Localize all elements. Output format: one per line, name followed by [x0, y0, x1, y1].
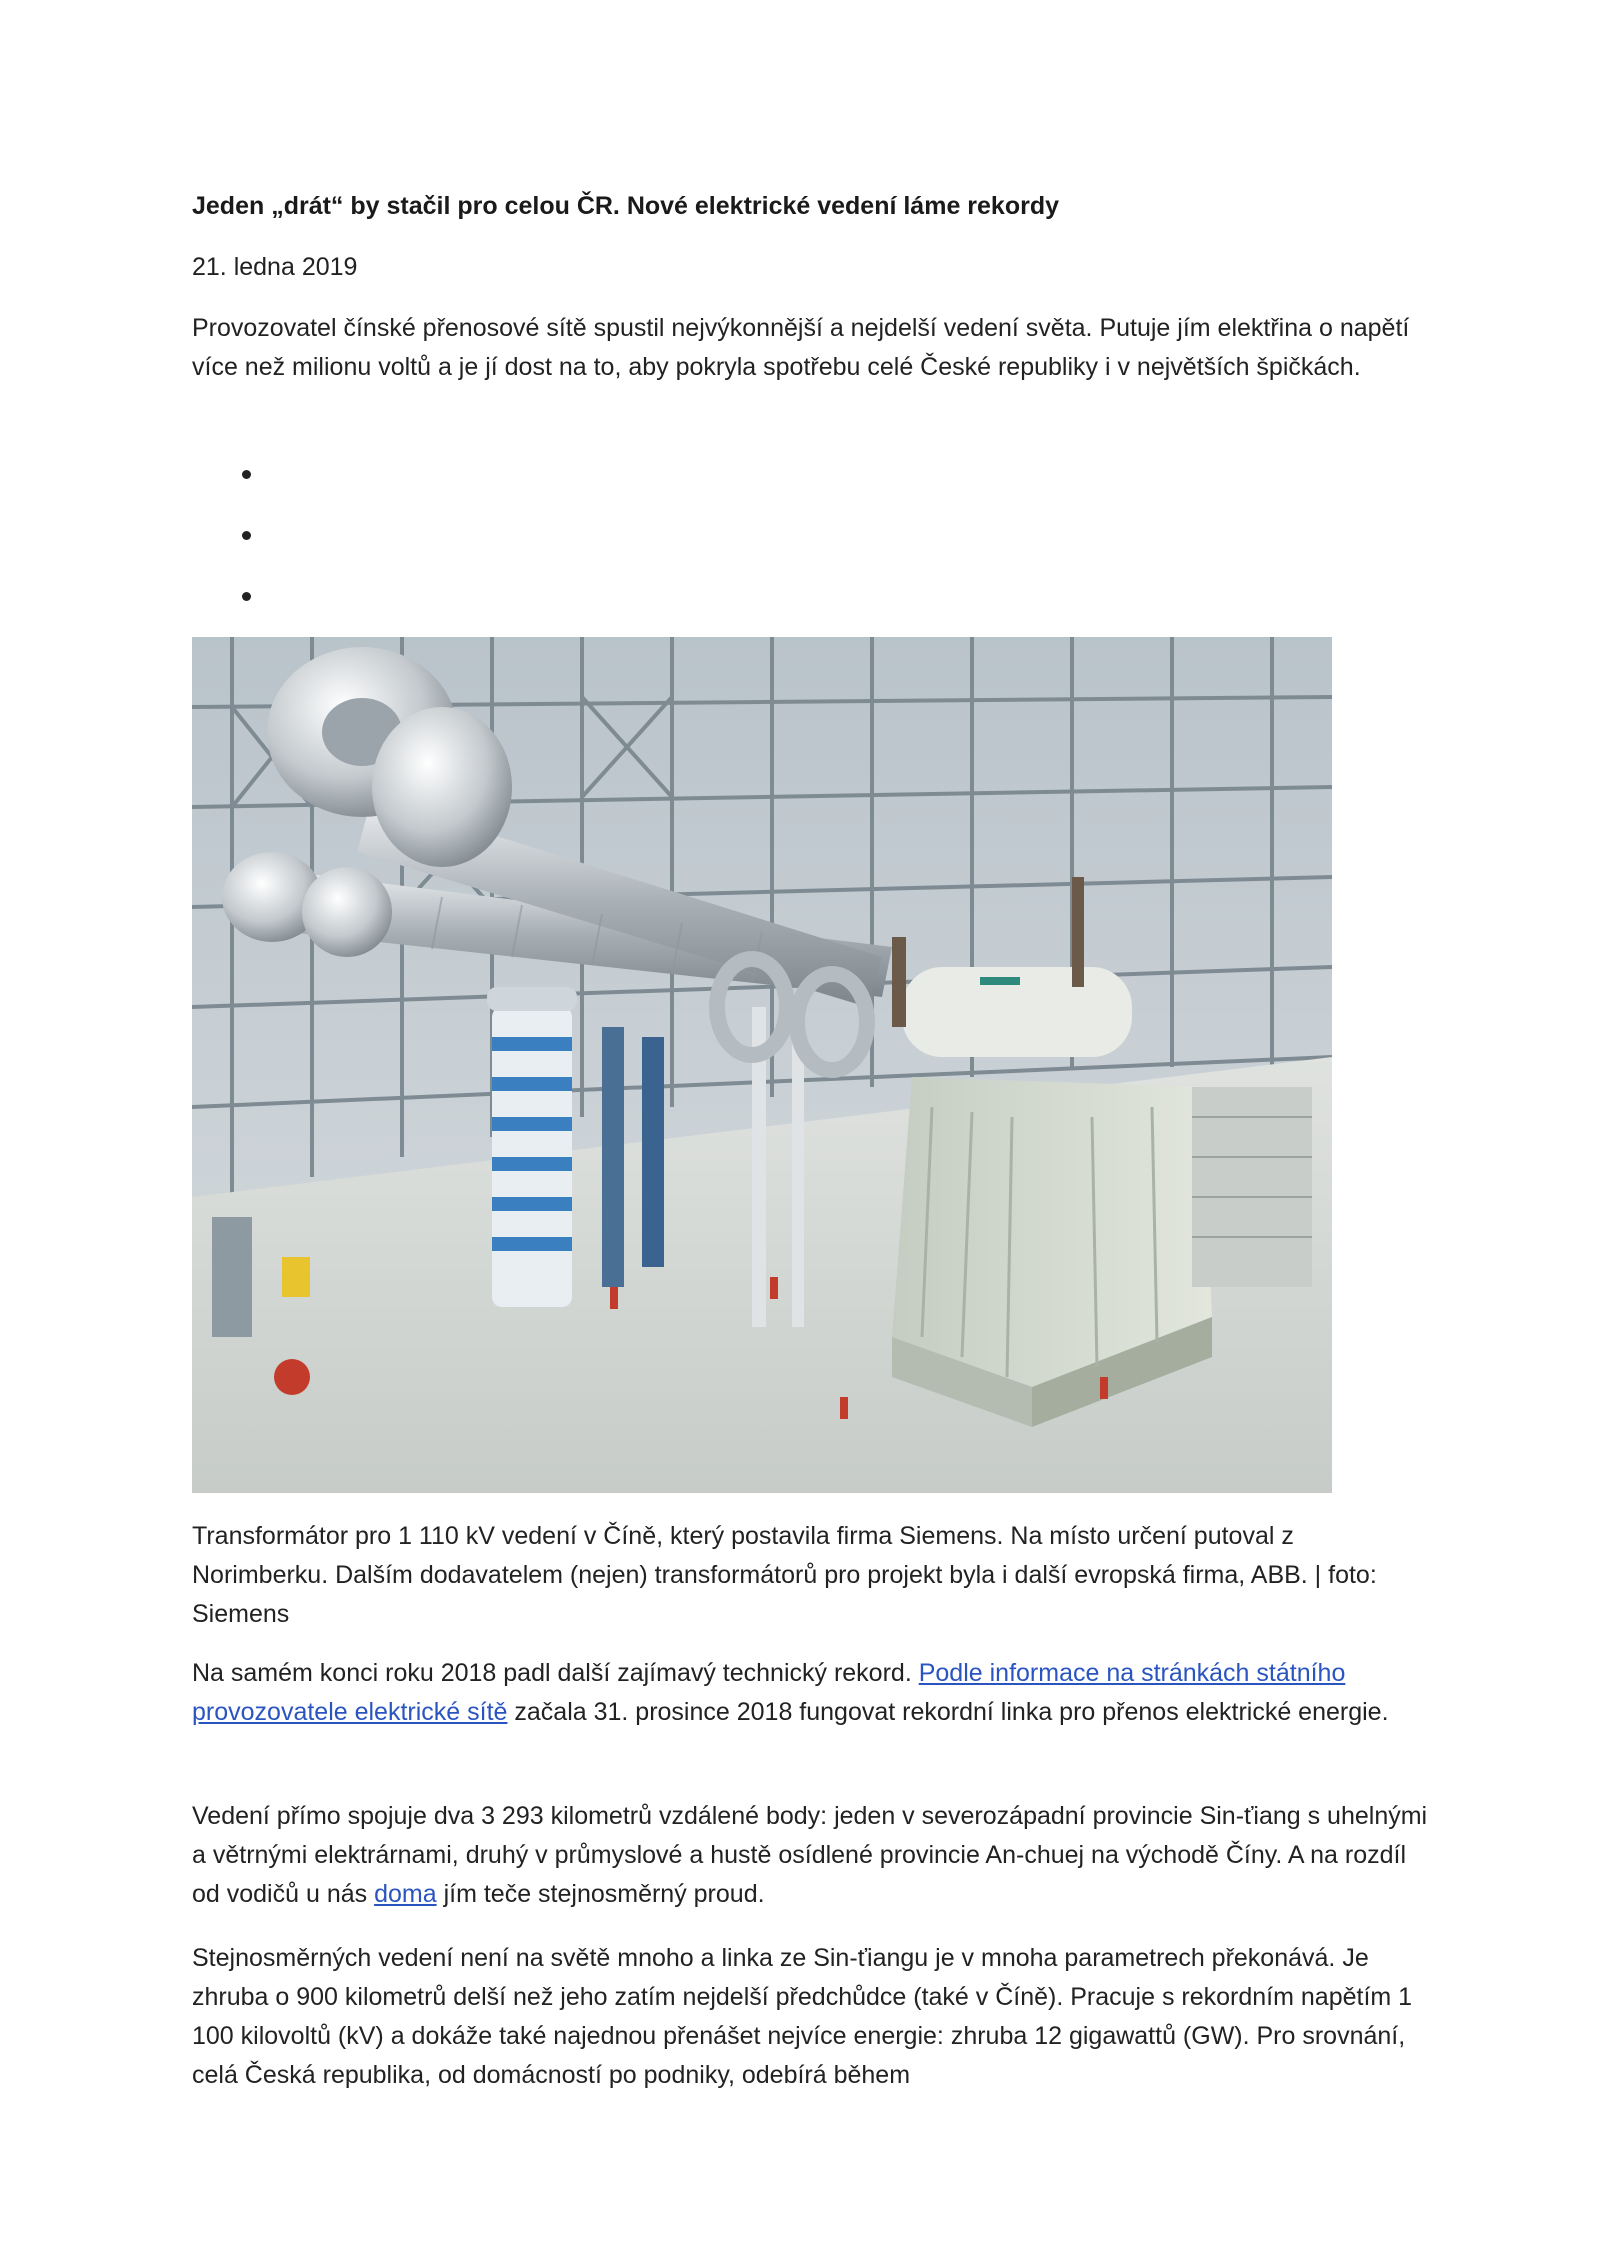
photo-caption: Transformátor pro 1 110 kV vedení v Číně, který postavila firma Siemens. Na místo určení putoval z Norimberku. Dalším dodavatelem (nejen) transformátorů pro projekt byla i další evropská firma, ABB. | foto: Siemens — [192, 1522, 1377, 1628]
paragraph-text: jím teče stejnosměrný proud. — [436, 1880, 765, 1908]
article-date: 21. ledna 2019 — [192, 253, 358, 281]
paragraph — [192, 1654, 1432, 1732]
paragraph: Stejnosměrných vedení není na světě mnoho a linka ze Sin-ťiangu je v mnoha parametrech překonává. Je zhruba o 900 kilometrů delší než jeho zatím nejdelší předchůdce (také v Číně). Pracuje s rekordním napětím 1 100 kilovoltů (kV) a dokáže také najednou přenášet nejvíce energie: zhruba 12 gigawattů (GW). Pro srovnání, celá Česká republika, od domácností po podniky, odebírá během — [192, 1944, 1413, 2089]
transformer-photo — [192, 637, 1332, 1493]
doma-link[interactable]: doma — [374, 1880, 437, 1908]
article-lead: Provozovatel čínské přenosové sítě spustil nejvýkonnější a nejdelší vedení světa. Putuje jím elektřina o napětí více než milionu voltů a je jí dost na to, aby pokryla spotřebu celé České republiky i v největších špičkách. — [192, 314, 1410, 381]
paragraph-text: Na samém konci roku 2018 padl další zajímavý technický rekord. — [192, 1659, 919, 1687]
paragraph-text: začala 31. prosince 2018 fungovat rekordní linka pro přenos elektrické energie. — [507, 1698, 1389, 1726]
source-link[interactable]: Podle informace na stránkách státního provozovatele elektrické sítě — [192, 1659, 1346, 1726]
paragraph — [192, 1797, 1432, 1914]
paragraph-text: Vedení přímo spojuje dva 3 293 kilometrů vzdálené body: jeden v severozápadní provincie Sin-ťiang s uhelnými a větrnými elektrárnami, druhý v průmyslové a hustě osídlené provincie An-chuej na východě Číny. A na rozdíl od vodičů u nás — [192, 1802, 1428, 1908]
article-title: Jeden „drát“ by stačil pro celou ČR. Nové elektrické vedení láme rekordy — [192, 192, 1060, 220]
